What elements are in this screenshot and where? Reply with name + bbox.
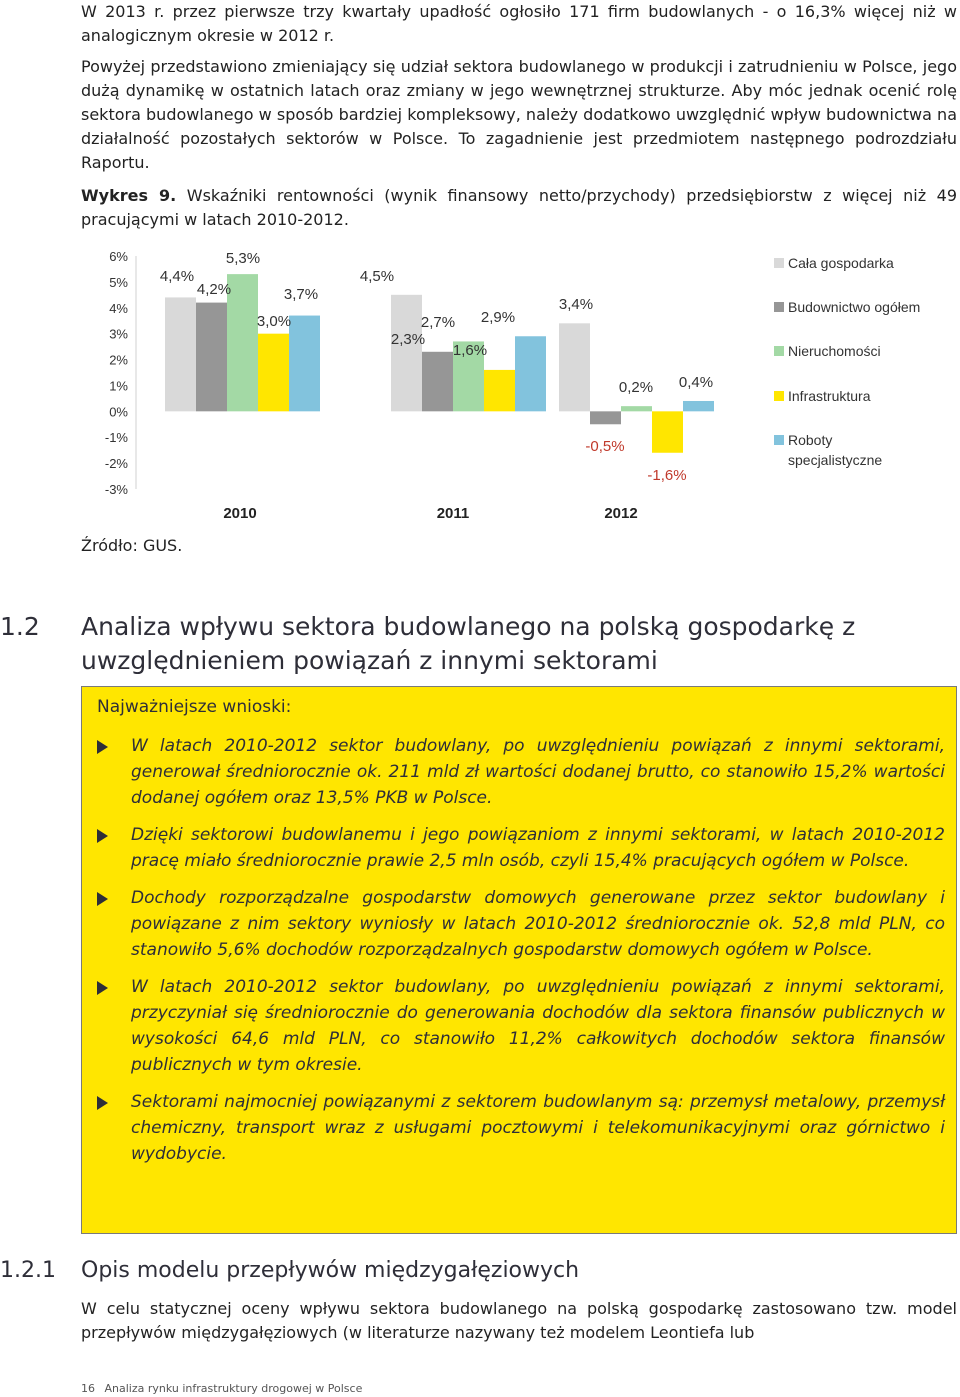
data-label: 1,6% xyxy=(452,342,488,359)
bar-infrastruktura xyxy=(484,370,515,411)
conclusion-item xyxy=(82,885,958,963)
legend-label: Budownictwo ogółem xyxy=(788,299,921,315)
key-conclusions-title: Najważniejsze wnioski: xyxy=(97,697,292,717)
legend-label: Infrastruktura xyxy=(788,388,871,404)
subsection-number: 1.2.1 xyxy=(0,1258,56,1283)
bullet-arrow-icon xyxy=(97,981,108,995)
footer-title: Analiza rynku infrastruktury drogowej w Polsce xyxy=(104,1382,363,1395)
y-tick-label: 1% xyxy=(109,378,128,394)
y-tick-label: -1% xyxy=(104,430,128,446)
data-label: 3,4% xyxy=(558,296,594,313)
intro-paragraph-2: Powyżej przedstawiono zmieniający się udział sektora budowlanego w produkcji i zatrudnieniu w Polsce, jego dużą dynamikę w ostatnich latach oraz zmiany w jego wewnętrznej strukturze. Aby móc jednak ocenić rolę sektora budowlanego w sposób bardziej kompleksowy, należy dodatkowo uwzględnić wpływ budownictwa na działalność pozostałych sektorów w Polsce. To zagadnienie jest przedmiotem następnego podrozdziału Raportu. xyxy=(81,57,957,172)
figure-caption-text: Wskaźniki rentowności (wynik finansowy netto/przychody) przedsiębiorstw z więcej niż 49 pracującymi w latach 2010-2012. xyxy=(81,186,958,229)
bar-budownictwo-ogółem xyxy=(422,352,453,412)
bar-infrastruktura xyxy=(652,411,683,452)
bullet-arrow-icon xyxy=(97,1096,108,1110)
data-label: 4,4% xyxy=(159,268,195,285)
data-label: -0,5% xyxy=(585,438,625,455)
conclusion-text: Sektorami najmocniej powiązanymi z sektorem budowlanym są: przemysł metalowy, przemysł chemiczny, transport wraz z usługami pocztowymi i telekomunikacyjnymi oraz górnictwo i wydobycie. xyxy=(131,1092,945,1164)
data-label: 0,4% xyxy=(678,374,714,391)
model-paragraph: W celu statycznej oceny wpływu sektora budowlanego na polską gospodarkę zastosowano tzw. model przepływów międzygałęziowych (w literaturze nazywany też modelem Leontiefa lub xyxy=(81,1299,957,1342)
profitability-bar-chart xyxy=(80,243,950,533)
bar-cała-gospodarka xyxy=(391,295,422,411)
page-footer xyxy=(81,1382,362,1395)
figure-source: Źródło: GUS. xyxy=(81,536,183,555)
legend-label: specjalistyczne xyxy=(788,452,883,468)
y-tick-label: 3% xyxy=(109,326,128,342)
conclusion-item xyxy=(82,822,958,874)
y-tick-label: 4% xyxy=(109,300,128,316)
y-tick-label: 5% xyxy=(109,274,128,290)
legend-label: Roboty xyxy=(788,432,833,448)
legend-swatch xyxy=(774,435,784,445)
figure-label: Wykres 9. xyxy=(81,186,177,205)
category-label: 2011 xyxy=(436,505,470,522)
page-number: 16 xyxy=(81,1382,95,1395)
subsection-title: Opis modelu przepływów międzygałęziowych xyxy=(81,1258,580,1283)
conclusion-text: Dochody rozporządzalne gospodarstw domowych generowane przez sektor budowlany i powiązane z nim sektory wyniosły w latach 2010-2012 średniorocznie ok. 52,8 mld PLN, co stanowiło 5,6% dochodów rozporządzalnych gospodarstw domowych ogółem w Polsce. xyxy=(131,888,945,960)
y-tick-label: -3% xyxy=(104,482,128,497)
bullet-arrow-icon xyxy=(97,740,108,754)
legend-label: Nieruchomości xyxy=(788,343,881,359)
legend-label: Cała gospodarka xyxy=(788,255,894,271)
data-label: 3,0% xyxy=(256,313,292,330)
conclusion-text: W latach 2010-2012 sektor budowlany, po uwzględnieniu powiązań z innymi sektorami, przyczyniał się średniorocznie do generowania dochodów dla sektora finansów publicznych w wysokości 64,6 mld PLN, co stanowiło 11,2% całkowitych dochodów sektora finansów publicznych w tym okresie. xyxy=(131,977,945,1075)
data-label: 3,7% xyxy=(283,286,319,303)
y-tick-label: 6% xyxy=(109,249,128,264)
bar-roboty-specjalistyczne xyxy=(289,316,320,412)
bar-nieruchomości xyxy=(227,274,258,411)
bullet-arrow-icon xyxy=(97,892,108,906)
conclusion-text: Dzięki sektorowi budowlanemu i jego powiązaniom z innymi sektorami, w latach 2010-2012 pracę miało średniorocznie prawie 2,5 mln osób, czyli 15,4% pracujących ogółem w Polsce. xyxy=(131,825,945,871)
bar-budownictwo-ogółem xyxy=(590,411,621,424)
bar-cała-gospodarka xyxy=(165,297,196,411)
data-label: 2,9% xyxy=(480,309,516,326)
bullet-arrow-icon xyxy=(97,829,108,843)
legend-swatch xyxy=(774,258,784,268)
key-conclusions-box xyxy=(81,686,957,1234)
data-label: 2,7% xyxy=(420,314,456,331)
key-conclusions-list xyxy=(82,733,958,1178)
figure-caption xyxy=(81,184,957,232)
intro-paragraph-1: W 2013 r. przez pierwsze trzy kwartały upadłość ogłosiło 171 firm budowlanych - o 16,3% więcej niż w analogicznym okresie w 2012 r. xyxy=(81,2,957,45)
section-number: 1.2 xyxy=(0,612,40,641)
legend-swatch xyxy=(774,391,784,401)
conclusion-item xyxy=(82,733,958,811)
legend-swatch xyxy=(774,302,784,312)
conclusion-item xyxy=(82,1089,958,1167)
data-label: 2,3% xyxy=(390,331,426,348)
y-tick-label: 0% xyxy=(109,404,128,420)
legend-swatch xyxy=(774,346,784,356)
y-tick-label: -2% xyxy=(104,456,128,472)
bar-cała-gospodarka xyxy=(559,323,590,411)
data-label: -1,6% xyxy=(647,467,687,484)
bar-roboty-specjalistyczne xyxy=(515,336,546,411)
data-label: 5,3% xyxy=(225,250,261,267)
bar-budownictwo-ogółem xyxy=(196,303,227,412)
y-tick-label: 2% xyxy=(109,352,128,368)
section-title: Analiza wpływu sektora budowlanego na polską gospodarkę z uwzględnieniem powiązań z innymi sektorami xyxy=(81,612,856,675)
category-label: 2012 xyxy=(604,505,638,522)
conclusion-text: W latach 2010-2012 sektor budowlany, po uwzględnieniu powiązań z innymi sektorami, generował średniorocznie ok. 211 mld zł wartości dodanej brutto, co stanowiło 15,2% wartości dodanej ogółem oraz 13,5% PKB w Polsce. xyxy=(131,736,945,808)
data-label: 4,2% xyxy=(196,281,232,298)
data-label: 4,5% xyxy=(359,268,395,285)
category-label: 2010 xyxy=(223,505,257,522)
bar-roboty-specjalistyczne xyxy=(683,401,714,411)
conclusion-item xyxy=(82,974,958,1078)
bar-nieruchomości xyxy=(621,406,652,411)
data-label: 0,2% xyxy=(618,379,654,396)
bar-infrastruktura xyxy=(258,334,289,412)
